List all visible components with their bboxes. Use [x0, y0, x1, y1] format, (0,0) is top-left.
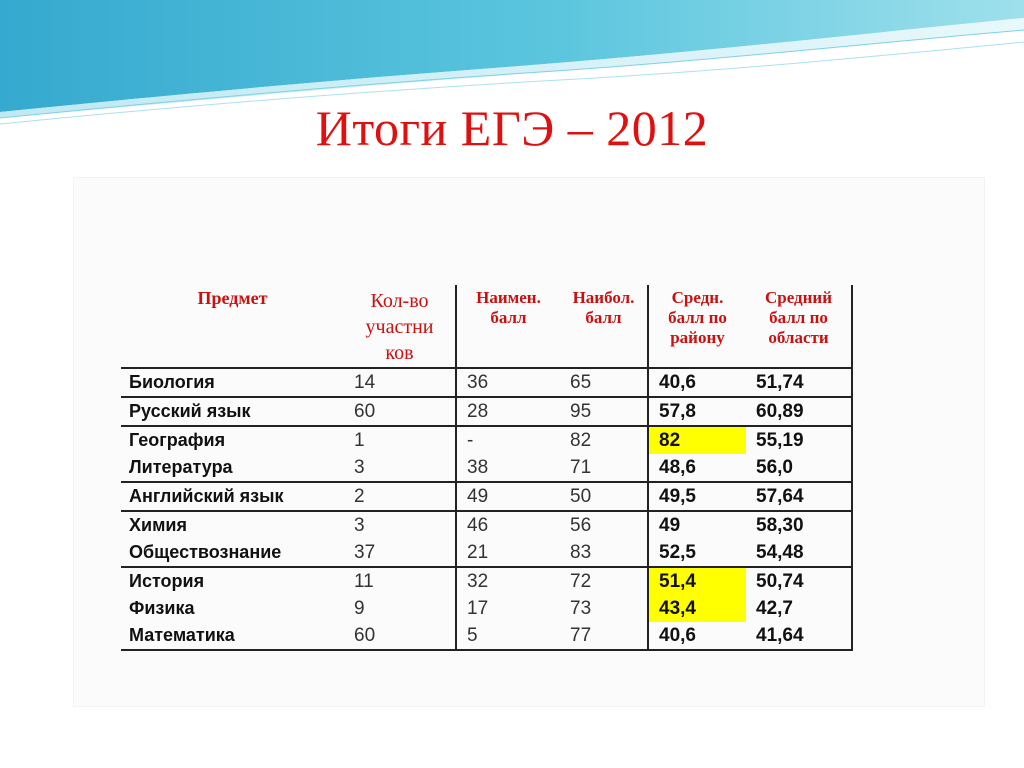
- cell-subject: Литература: [121, 454, 344, 482]
- cell-avg-region: 60,89: [746, 397, 852, 426]
- slide-title: Итоги ЕГЭ – 2012: [315, 100, 709, 156]
- header-participants: Кол-во участни ков: [344, 285, 456, 368]
- table-row: [121, 397, 852, 426]
- table-row: [121, 622, 852, 650]
- cell-subject: Математика: [121, 622, 344, 650]
- cell-avg-region: 51,74: [746, 368, 852, 397]
- header-avg-district: Средн. балл по району: [648, 285, 746, 368]
- cell-max-score: 77: [560, 622, 648, 650]
- cell-participants: 1: [354, 430, 365, 451]
- cell-subject: Русский язык: [121, 397, 344, 426]
- cell-avg-district: 48,6: [648, 454, 746, 482]
- cell-participants: 60: [344, 622, 456, 650]
- cell-avg-region: 55,19: [746, 426, 852, 454]
- table-header-row: [121, 285, 852, 368]
- table-row: [121, 426, 852, 454]
- table-row: [121, 454, 852, 482]
- cell-avg-region: 50,74: [746, 567, 852, 595]
- cell-avg-district: 49: [648, 511, 746, 539]
- cell-subject: География: [129, 430, 226, 450]
- cell-participants: 14: [344, 368, 456, 397]
- cell-subject: Обществознание: [121, 539, 344, 567]
- cell-min-score: 38: [456, 454, 560, 482]
- cell-avg-district: 82: [648, 426, 746, 454]
- cell-avg-region: 57,64: [746, 482, 852, 511]
- cell-subject: Английский язык: [121, 482, 344, 511]
- cell-participants: 9: [354, 598, 365, 619]
- cell-min-score: 32: [456, 567, 560, 595]
- cell-avg-district: 51,4: [648, 567, 746, 595]
- table-row: [121, 511, 852, 539]
- table-row: [121, 482, 852, 511]
- cell-max-score: 82: [570, 430, 592, 451]
- cell-avg-district: 57,8: [648, 397, 746, 426]
- cell-subject: История: [129, 571, 205, 591]
- cell-avg-region: 42,7: [746, 595, 852, 622]
- cell-min-score: 5: [456, 622, 560, 650]
- cell-max-score: 50: [560, 482, 648, 511]
- cell-participants: 11: [354, 571, 374, 592]
- cell-participants: 60: [344, 397, 456, 426]
- header-avg-region: Средний балл по области: [746, 285, 852, 368]
- cell-min-score: 28: [456, 397, 560, 426]
- header-subject: Предмет: [121, 285, 344, 368]
- cell-avg-district: 49,5: [648, 482, 746, 511]
- cell-avg-district: 40,6: [648, 368, 746, 397]
- cell-min-score: 21: [456, 539, 560, 567]
- table-body: [121, 368, 852, 650]
- cell-avg-region: 41,64: [746, 622, 852, 650]
- cell-max-score: 71: [560, 454, 648, 482]
- results-table: [121, 285, 853, 651]
- cell-max-score: 72: [570, 571, 592, 592]
- cell-subject: Биология: [121, 368, 344, 397]
- cell-avg-region: 58,30: [746, 511, 852, 539]
- cell-max-score: 83: [560, 539, 648, 567]
- table-row: [121, 595, 852, 622]
- cell-max-score: 65: [560, 368, 648, 397]
- cell-avg-region: 54,48: [746, 539, 852, 567]
- cell-min-score: 17: [456, 595, 560, 622]
- cell-max-score: 56: [570, 515, 592, 536]
- cell-max-score: 95: [560, 397, 648, 426]
- cell-min-score: 46: [456, 511, 560, 539]
- cell-min-score: 36: [456, 368, 560, 397]
- header-min-score: Наимен. балл: [456, 285, 560, 368]
- header-max-score: Наибол. балл: [560, 285, 648, 368]
- cell-min-score: -: [456, 426, 560, 454]
- cell-participants: 37: [344, 539, 456, 567]
- cell-avg-district: 40,6: [648, 622, 746, 650]
- table-row: [121, 368, 852, 397]
- cell-min-score: 49: [456, 482, 560, 511]
- cell-avg-district: 43,4: [648, 595, 746, 622]
- table-row: [121, 567, 852, 595]
- cell-max-score: 73: [570, 598, 592, 619]
- cell-avg-region: 56,0: [746, 454, 852, 482]
- cell-participants: 2: [344, 482, 456, 511]
- cell-subject: Физика: [129, 598, 195, 618]
- cell-participants: 3: [354, 515, 365, 536]
- table-row: [121, 539, 852, 567]
- cell-subject: Химия: [129, 515, 187, 535]
- cell-avg-district: 52,5: [648, 539, 746, 567]
- cell-participants: 3: [344, 454, 456, 482]
